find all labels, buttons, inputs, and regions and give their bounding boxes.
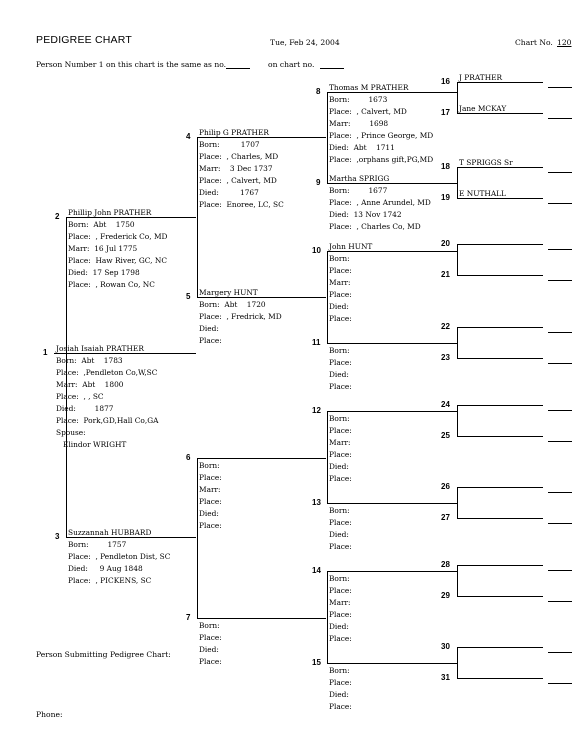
connector-gen5-pair	[457, 647, 458, 678]
person-name-2: Phillip John PRATHER	[68, 208, 152, 217]
person-10-detail: Place:	[329, 266, 352, 275]
person-14-detail: Died:	[329, 622, 349, 631]
person-1-detail: Marr: Abt 1800	[56, 380, 124, 389]
person-line-31	[457, 678, 543, 679]
person-name-3: Suzzannah HUBBARD	[68, 528, 152, 537]
person-line-8	[327, 92, 457, 93]
connector-gen5-pair	[457, 487, 458, 518]
person-5-detail: Place: , Fredrick, MD	[199, 312, 282, 321]
person-number-31: 31	[441, 673, 450, 682]
person-number-25: 25	[441, 431, 450, 440]
person-number-6: 6	[186, 453, 191, 462]
person-number-28: 28	[441, 560, 450, 569]
person-line-27	[457, 518, 543, 519]
person-line-26	[457, 487, 543, 488]
person-line-7	[197, 618, 326, 619]
person-12-detail: Marr:	[329, 438, 351, 447]
person-5-detail: Born: Abt 1720	[199, 300, 266, 309]
person-2-detail: Born: Abt 1750	[68, 220, 135, 229]
person-10-detail: Marr:	[329, 278, 351, 287]
person-4-detail: Marr: 3 Dec 1737	[199, 164, 273, 173]
person-5-detail: Place:	[199, 336, 222, 345]
person-name-4: Philip G PRATHER	[199, 128, 269, 137]
person-number-27: 27	[441, 513, 450, 522]
same-as-blank	[226, 68, 250, 69]
connector-p1-p3	[66, 353, 67, 537]
person-9-detail: Died: 13 Nov 1742	[329, 210, 402, 219]
person-1-detail: Place: ,Pendleton Co,W,SC	[56, 368, 158, 377]
person-name-1: Josiah Isaiah PRATHER	[56, 344, 144, 353]
person-9-detail: Place: , Charles Co, MD	[329, 222, 421, 231]
person-6-detail: Place:	[199, 473, 222, 482]
blank-line-21	[548, 280, 572, 281]
person-6-detail: Place:	[199, 497, 222, 506]
person-8-detail: Place: ,orphans gift,PG,MD	[329, 155, 434, 164]
person-6-detail: Marr:	[199, 485, 221, 494]
blank-line-29	[548, 601, 572, 602]
chart-number-label: Chart No.	[515, 38, 553, 47]
person-6-detail: Died:	[199, 509, 219, 518]
person-12-detail: Place:	[329, 450, 352, 459]
person-line-12	[327, 411, 457, 412]
person-14-detail: Place:	[329, 586, 352, 595]
person-11-detail: Died:	[329, 370, 349, 379]
person-line-9	[327, 183, 457, 184]
blank-line-31	[548, 683, 572, 684]
person-12-detail: Place:	[329, 474, 352, 483]
person-8-detail: Marr: 1698	[329, 119, 389, 128]
person-number-19: 19	[441, 193, 450, 202]
person-15-detail: Died:	[329, 690, 349, 699]
connector-p6-parents	[327, 411, 328, 503]
person-7-detail: Born:	[199, 621, 220, 630]
person-line-13	[327, 503, 457, 504]
person-12-detail: Born:	[329, 414, 350, 423]
person-12-detail: Died:	[329, 462, 349, 471]
person-13-detail: Born:	[329, 506, 350, 515]
person-7-detail: Died:	[199, 645, 219, 654]
person-name-8: Thomas M PRATHER	[329, 83, 409, 92]
person-15-detail: Born:	[329, 666, 350, 675]
person-3-detail: Place: , Pendleton Dist, SC	[68, 552, 171, 561]
person-9-detail: Place: , Anne Arundel, MD	[329, 198, 431, 207]
person-name-17: Jane MCKAY	[459, 104, 507, 113]
person-3-detail: Place: , PICKENS, SC	[68, 576, 152, 585]
person-number-26: 26	[441, 482, 450, 491]
person-line-25	[457, 436, 543, 437]
person-8-detail: Born: 1673	[329, 95, 388, 104]
person-line-6	[197, 458, 326, 459]
person-number-1: 1	[43, 348, 48, 357]
print-date: Tue, Feb 24, 2004	[270, 38, 340, 47]
person-line-1	[54, 353, 196, 354]
blank-line-25	[548, 441, 572, 442]
connector-gen5-pair	[457, 405, 458, 436]
person-14-detail: Born:	[329, 574, 350, 583]
connector-gen5-pair	[457, 82, 458, 113]
person-3-detail: Died: 9 Aug 1848	[68, 564, 143, 573]
person-number-10: 10	[312, 246, 321, 255]
person-11-detail: Place:	[329, 358, 352, 367]
on-chart-blank	[320, 68, 344, 69]
person-line-3	[66, 537, 196, 538]
person-number-30: 30	[441, 642, 450, 651]
person-9-detail: Born: 1677	[329, 186, 388, 195]
person-11-detail: Born:	[329, 346, 350, 355]
person-4-detail: Born: 1707	[199, 140, 260, 149]
connector-gen5-pair	[457, 565, 458, 596]
same-as-text: Person Number 1 on this chart is the same as no.	[36, 60, 227, 69]
person-2-detail: Place: , Frederick Co, MD	[68, 232, 168, 241]
person-7-detail: Place:	[199, 657, 222, 666]
person-line-5	[197, 297, 326, 298]
person-number-23: 23	[441, 353, 450, 362]
person-10-detail: Died:	[329, 302, 349, 311]
person-number-4: 4	[186, 132, 191, 141]
person-line-18	[457, 167, 543, 168]
person-14-detail: Place:	[329, 634, 352, 643]
blank-line-19	[548, 203, 572, 204]
person-10-detail: Place:	[329, 314, 352, 323]
blank-line-30	[548, 652, 572, 653]
person-line-4	[197, 137, 326, 138]
person-10-detail: Place:	[329, 290, 352, 299]
person-8-detail: Died: Abt 1711	[329, 143, 395, 152]
person-15-detail: Place:	[329, 702, 352, 711]
person-line-21	[457, 275, 543, 276]
on-chart-text: on chart no.	[268, 60, 315, 69]
person-line-15	[327, 663, 457, 664]
person-2-detail: Marr: 16 Jul 1775	[68, 244, 138, 253]
connector-gen5-pair	[457, 167, 458, 198]
person-name-16: J PRATHER	[459, 73, 503, 82]
connector-p5-parents	[327, 251, 328, 343]
person-1-detail: Born: Abt 1783	[56, 356, 123, 365]
person-number-18: 18	[441, 162, 450, 171]
person-number-11: 11	[312, 338, 321, 347]
person-1-detail: Elindor WRIGHT	[56, 440, 127, 449]
person-line-14	[327, 571, 457, 572]
person-6-detail: Place:	[199, 521, 222, 530]
person-line-17	[457, 113, 543, 114]
person-8-detail: Place: , Prince George, MD	[329, 131, 434, 140]
connector-p1-p2	[66, 217, 67, 354]
person-number-3: 3	[55, 532, 60, 541]
person-number-20: 20	[441, 239, 450, 248]
person-number-16: 16	[441, 77, 450, 86]
blank-line-28	[548, 570, 572, 571]
person-line-30	[457, 647, 543, 648]
person-line-20	[457, 244, 543, 245]
submitter-label: Person Submitting Pedigree Chart:	[36, 650, 171, 659]
person-line-10	[327, 251, 457, 252]
person-number-21: 21	[441, 270, 450, 279]
person-name-18: T SPRIGGS Sr	[459, 158, 513, 167]
chart-number: 120	[557, 38, 572, 47]
person-number-15: 15	[312, 658, 321, 667]
person-name-19: E NUTHALL	[459, 189, 506, 198]
person-1-detail: Spouse:	[56, 428, 86, 437]
blank-line-16	[548, 87, 572, 88]
blank-line-22	[548, 332, 572, 333]
person-number-12: 12	[312, 406, 321, 415]
person-name-5: Margery HUNT	[199, 288, 258, 297]
person-1-detail: Place: Pork,GD,Hall Co,GA	[56, 416, 159, 425]
person-number-22: 22	[441, 322, 450, 331]
person-number-29: 29	[441, 591, 450, 600]
person-7-detail: Place:	[199, 633, 222, 642]
person-4-detail: Place: , Calvert, MD	[199, 176, 277, 185]
person-2-detail: Place: , Rowan Co, NC	[68, 280, 155, 289]
person-8-detail: Place: , Calvert, MD	[329, 107, 407, 116]
connector-p4-parents	[327, 92, 328, 183]
person-5-detail: Died:	[199, 324, 219, 333]
chart-title: PEDIGREE CHART	[36, 34, 132, 46]
blank-line-20	[548, 249, 572, 250]
person-line-24	[457, 405, 543, 406]
blank-line-24	[548, 410, 572, 411]
person-2-detail: Place: Haw River, GC, NC	[68, 256, 167, 265]
person-13-detail: Died:	[329, 530, 349, 539]
person-number-5: 5	[186, 292, 191, 301]
person-number-13: 13	[312, 498, 321, 507]
person-15-detail: Place:	[329, 678, 352, 687]
person-11-detail: Place:	[329, 382, 352, 391]
person-number-14: 14	[312, 566, 321, 575]
blank-line-17	[548, 118, 572, 119]
connector-gen5-pair	[457, 244, 458, 275]
blank-line-23	[548, 363, 572, 364]
person-line-11	[327, 343, 457, 344]
person-4-detail: Died: 1767	[199, 188, 259, 197]
person-line-22	[457, 327, 543, 328]
person-line-19	[457, 198, 543, 199]
person-line-2	[66, 217, 196, 218]
person-6-detail: Born:	[199, 461, 220, 470]
person-number-7: 7	[186, 613, 191, 622]
person-1-detail: Died: 1877	[56, 404, 114, 413]
connector-p2-parents	[197, 137, 198, 297]
person-number-24: 24	[441, 400, 450, 409]
person-13-detail: Place:	[329, 542, 352, 551]
person-name-10: John HUNT	[329, 242, 373, 251]
person-line-23	[457, 358, 543, 359]
person-4-detail: Place: , Charles, MD	[199, 152, 279, 161]
person-1-detail: Place: , , SC	[56, 392, 104, 401]
blank-line-26	[548, 492, 572, 493]
person-number-9: 9	[316, 178, 321, 187]
blank-line-27	[548, 523, 572, 524]
person-number-17: 17	[441, 108, 450, 117]
person-3-detail: Born: 1757	[68, 540, 127, 549]
person-10-detail: Born:	[329, 254, 350, 263]
person-number-2: 2	[55, 212, 60, 221]
blank-line-18	[548, 172, 572, 173]
person-line-16	[457, 82, 543, 83]
connector-gen5-pair	[457, 327, 458, 358]
person-4-detail: Place: Enoree, LC, SC	[199, 200, 284, 209]
person-line-28	[457, 565, 543, 566]
person-2-detail: Died: 17 Sep 1798	[68, 268, 140, 277]
connector-p7-parents	[327, 571, 328, 663]
person-13-detail: Place:	[329, 518, 352, 527]
person-number-8: 8	[316, 87, 321, 96]
person-line-29	[457, 596, 543, 597]
connector-p3-parents	[197, 458, 198, 618]
person-14-detail: Marr:	[329, 598, 351, 607]
person-12-detail: Place:	[329, 426, 352, 435]
phone-label: Phone:	[36, 710, 63, 719]
person-name-9: Martha SPRIGG	[329, 174, 390, 183]
person-14-detail: Place:	[329, 610, 352, 619]
